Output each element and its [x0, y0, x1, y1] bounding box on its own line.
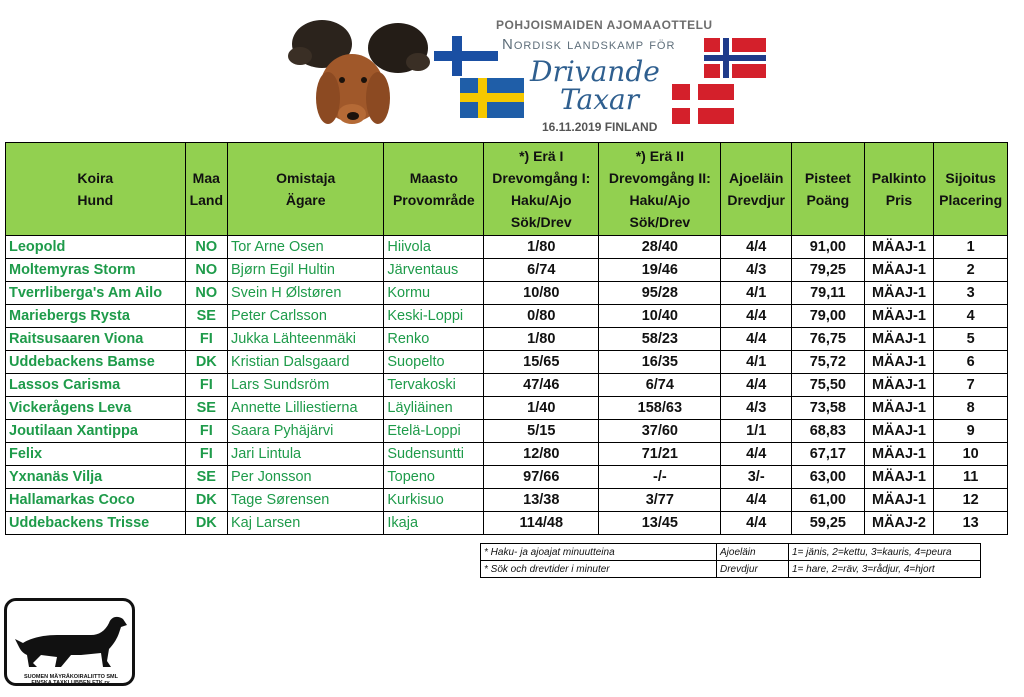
column-header-line: Hund: [77, 192, 114, 208]
event-date: 16.11.2019 FINLAND: [542, 120, 658, 134]
cell-prize: MÄAJ-1: [864, 397, 934, 420]
event-script-line2: Taxar: [560, 83, 640, 116]
cell-area: Tervakoski: [384, 374, 484, 397]
column-header-line: Drevdjur: [727, 192, 785, 208]
cell-points: 79,00: [792, 305, 865, 328]
cell-rank: 10: [934, 443, 1008, 466]
cell-points: 76,75: [792, 328, 865, 351]
cell-points: 63,00: [792, 466, 865, 489]
cell-rank: 9: [934, 420, 1008, 443]
column-header-rank: [934, 143, 1008, 236]
cell-round2: 58/23: [599, 328, 721, 351]
column-header-points: [792, 143, 865, 236]
footnote-label: Drevdjur: [717, 561, 789, 578]
column-header-area: [384, 143, 484, 236]
event-title: POHJOISMAIDEN AJOMAAOTTELU: [496, 18, 713, 32]
cell-prize: MÄAJ-1: [864, 305, 934, 328]
cell-owner: Svein H Ølstøren: [227, 282, 383, 305]
cell-round2: 6/74: [599, 374, 721, 397]
cell-round2: 37/60: [599, 420, 721, 443]
cell-country: NO: [185, 259, 227, 282]
cell-rank: 12: [934, 489, 1008, 512]
column-header-prize: [864, 143, 934, 236]
column-header-round1: [484, 143, 599, 236]
cell-area: Keski-Loppi: [384, 305, 484, 328]
cell-round1: 5/15: [484, 420, 599, 443]
cell-dog: Vickerågens Leva: [6, 397, 186, 420]
cell-dog: Uddebackens Bamse: [6, 351, 186, 374]
column-header-owner: [227, 143, 383, 236]
cell-game: 4/4: [721, 374, 792, 397]
cell-round2: 95/28: [599, 282, 721, 305]
column-header-line: Drevomgång II:: [608, 170, 711, 186]
column-header-line: Haku/Ajo: [510, 192, 572, 208]
table-row: [6, 259, 1008, 282]
cell-game: 4/4: [721, 443, 792, 466]
dachshund-silhouette-icon: [11, 605, 129, 675]
column-header-line: Poäng: [806, 192, 850, 208]
cell-round1: 97/66: [484, 466, 599, 489]
table-row: [6, 305, 1008, 328]
cell-owner: Annette Lilliestierna: [227, 397, 383, 420]
cell-rank: 6: [934, 351, 1008, 374]
cell-points: 61,00: [792, 489, 865, 512]
cell-game: 4/4: [721, 489, 792, 512]
column-header-dog: [6, 143, 186, 236]
cell-game: 4/4: [721, 305, 792, 328]
cell-round1: 15/65: [484, 351, 599, 374]
cell-country: FI: [185, 443, 227, 466]
cell-dog: Felix: [6, 443, 186, 466]
cell-round1: 6/74: [484, 259, 599, 282]
table-row: [6, 397, 1008, 420]
table-row: [6, 351, 1008, 374]
table-row: [6, 512, 1008, 535]
finland-flag-icon: [434, 36, 498, 76]
column-header-line: Pris: [885, 192, 913, 208]
cell-country: NO: [185, 236, 227, 259]
table-row: [6, 466, 1008, 489]
cell-dog: Tverrliberga's Am Ailo: [6, 282, 186, 305]
cell-country: DK: [185, 351, 227, 374]
cell-country: NO: [185, 282, 227, 305]
cell-area: Järventaus: [384, 259, 484, 282]
footnote-label: Ajoeläin: [717, 544, 789, 561]
table-row: [6, 489, 1008, 512]
cell-round1: 13/38: [484, 489, 599, 512]
column-header-line: Koira: [77, 170, 114, 186]
cell-round2: 19/46: [599, 259, 721, 282]
table-header-row: [6, 143, 1008, 236]
column-header-line: Placering: [939, 192, 1003, 208]
footnote-text: * Haku- ja ajoajat minuutteina: [481, 544, 717, 561]
column-header-line: Sök/Drev: [510, 214, 572, 230]
cell-points: 67,17: [792, 443, 865, 466]
results-table: [5, 142, 1008, 535]
cell-round2: 28/40: [599, 236, 721, 259]
cell-country: SE: [185, 397, 227, 420]
cell-points: 73,58: [792, 397, 865, 420]
cell-round1: 0/80: [484, 305, 599, 328]
cell-dog: Joutilaan Xantippa: [6, 420, 186, 443]
table-row: [6, 236, 1008, 259]
cell-prize: MÄAJ-1: [864, 374, 934, 397]
cell-owner: Tage Sørensen: [227, 489, 383, 512]
cell-game: 4/4: [721, 328, 792, 351]
cell-rank: 7: [934, 374, 1008, 397]
footnote-text: * Sök och drevtider i minuter: [481, 561, 717, 578]
table-row: [6, 374, 1008, 397]
cell-prize: MÄAJ-1: [864, 489, 934, 512]
column-header-line: Haku/Ajo: [629, 192, 691, 208]
cell-prize: MÄAJ-1: [864, 420, 934, 443]
logo-line1: SUOMEN MÄYRÄKOIRALIITTO SML: [23, 674, 118, 680]
cell-area: Läyliäinen: [384, 397, 484, 420]
column-header-round2: [599, 143, 721, 236]
dachshund-heads-image: [280, 6, 440, 138]
column-header-line: Omistaja: [276, 170, 336, 186]
cell-round1: 1/80: [484, 328, 599, 351]
cell-rank: 11: [934, 466, 1008, 489]
column-header-line: Maa: [192, 170, 220, 186]
cell-owner: Per Jonsson: [227, 466, 383, 489]
cell-owner: Lars Sundsröm: [227, 374, 383, 397]
logo-text: [21, 674, 121, 686]
column-header-line: Maasto: [409, 170, 458, 186]
cell-round1: 47/46: [484, 374, 599, 397]
cell-round1: 1/40: [484, 397, 599, 420]
event-banner: [280, 6, 780, 138]
cell-round1: 12/80: [484, 443, 599, 466]
table-row: [6, 328, 1008, 351]
cell-owner: Kaj Larsen: [227, 512, 383, 535]
cell-points: 68,83: [792, 420, 865, 443]
cell-area: Renko: [384, 328, 484, 351]
cell-area: Sudensuntti: [384, 443, 484, 466]
cell-area: Kurkisuo: [384, 489, 484, 512]
cell-round1: 1/80: [484, 236, 599, 259]
cell-area: Etelä-Loppi: [384, 420, 484, 443]
sweden-flag-icon: [460, 78, 524, 118]
cell-game: 3/-: [721, 466, 792, 489]
cell-rank: 8: [934, 397, 1008, 420]
cell-rank: 4: [934, 305, 1008, 328]
cell-owner: Bjørn Egil Hultin: [227, 259, 383, 282]
cell-owner: Saara Pyhäjärvi: [227, 420, 383, 443]
footnote-legend: 1= jänis, 2=kettu, 3=kauris, 4=peura: [789, 544, 981, 561]
cell-round2: -/-: [599, 466, 721, 489]
norway-flag-icon: [704, 38, 766, 78]
footnotes-table: [480, 543, 981, 578]
denmark-flag-icon: [672, 84, 734, 124]
cell-owner: Jari Lintula: [227, 443, 383, 466]
cell-rank: 5: [934, 328, 1008, 351]
column-header-country: [185, 143, 227, 236]
column-header-line: *) Erä I: [519, 148, 564, 164]
cell-dog: Uddebackens Trisse: [6, 512, 186, 535]
cell-dog: Moltemyras Storm: [6, 259, 186, 282]
logo-line2: FINSKA TAXKLUBBEN FTK ry.: [31, 680, 111, 686]
cell-country: FI: [185, 420, 227, 443]
cell-round2: 10/40: [599, 305, 721, 328]
cell-round1: 114/48: [484, 512, 599, 535]
table-row: [6, 443, 1008, 466]
cell-dog: Lassos Carisma: [6, 374, 186, 397]
cell-area: Kormu: [384, 282, 484, 305]
column-header-line: Sök/Drev: [629, 214, 691, 230]
cell-points: 75,72: [792, 351, 865, 374]
cell-points: 59,25: [792, 512, 865, 535]
cell-dog: Mariebergs Rysta: [6, 305, 186, 328]
cell-area: Topeno: [384, 466, 484, 489]
column-header-line: Land: [189, 192, 224, 208]
cell-dog: Yxnanäs Vilja: [6, 466, 186, 489]
cell-dog: Leopold: [6, 236, 186, 259]
cell-round2: 3/77: [599, 489, 721, 512]
cell-round2: 71/21: [599, 443, 721, 466]
column-header-line: Palkinto: [871, 170, 927, 186]
column-header-line: Ajoeläin: [728, 170, 784, 186]
cell-owner: Jukka Lähteenmäki: [227, 328, 383, 351]
cell-owner: Kristian Dalsgaard: [227, 351, 383, 374]
event-subtitle: Nordisk landskamp för: [502, 36, 676, 53]
cell-game: 4/3: [721, 397, 792, 420]
cell-game: 4/1: [721, 282, 792, 305]
event-script-line1: Drivande: [530, 55, 660, 88]
cell-game: 4/4: [721, 236, 792, 259]
cell-owner: Peter Carlsson: [227, 305, 383, 328]
cell-points: 75,50: [792, 374, 865, 397]
cell-country: SE: [185, 466, 227, 489]
column-header-line: Ägare: [285, 192, 326, 208]
column-header-line: Provområde: [392, 192, 475, 208]
column-header-line: Pisteet: [804, 170, 851, 186]
cell-country: FI: [185, 328, 227, 351]
cell-rank: 2: [934, 259, 1008, 282]
cell-game: 4/4: [721, 512, 792, 535]
cell-prize: MÄAJ-1: [864, 259, 934, 282]
cell-rank: 3: [934, 282, 1008, 305]
cell-rank: 1: [934, 236, 1008, 259]
cell-game: 4/1: [721, 351, 792, 374]
cell-country: FI: [185, 374, 227, 397]
cell-country: DK: [185, 489, 227, 512]
cell-area: Ikaja: [384, 512, 484, 535]
cell-points: 79,25: [792, 259, 865, 282]
column-header-line: *) Erä II: [635, 148, 684, 164]
cell-prize: MÄAJ-1: [864, 282, 934, 305]
cell-rank: 13: [934, 512, 1008, 535]
cell-game: 4/3: [721, 259, 792, 282]
cell-prize: MÄAJ-1: [864, 443, 934, 466]
cell-prize: MÄAJ-1: [864, 466, 934, 489]
cell-area: Hiivola: [384, 236, 484, 259]
footnote-legend: 1= hare, 2=räv, 3=rådjur, 4=hjort: [789, 561, 981, 578]
cell-prize: MÄAJ-1: [864, 351, 934, 374]
cell-round1: 10/80: [484, 282, 599, 305]
cell-points: 79,11: [792, 282, 865, 305]
cell-owner: Tor Arne Osen: [227, 236, 383, 259]
cell-round2: 13/45: [599, 512, 721, 535]
column-header-line: Sijoitus: [945, 170, 996, 186]
cell-prize: MÄAJ-2: [864, 512, 934, 535]
cell-dog: Hallamarkas Coco: [6, 489, 186, 512]
table-row: [6, 282, 1008, 305]
table-row: [6, 420, 1008, 443]
cell-round2: 158/63: [599, 397, 721, 420]
column-header-line: Drevomgång I:: [492, 170, 591, 186]
cell-area: Suopelto: [384, 351, 484, 374]
club-logo: [4, 598, 135, 686]
cell-prize: MÄAJ-1: [864, 236, 934, 259]
cell-country: SE: [185, 305, 227, 328]
column-header-game: [721, 143, 792, 236]
cell-dog: Raitsusaaren Viona: [6, 328, 186, 351]
footnote-row: [481, 544, 981, 561]
cell-country: DK: [185, 512, 227, 535]
footnote-row: [481, 561, 981, 578]
cell-game: 1/1: [721, 420, 792, 443]
cell-prize: MÄAJ-1: [864, 328, 934, 351]
table-body: [6, 236, 1008, 535]
cell-points: 91,00: [792, 236, 865, 259]
cell-round2: 16/35: [599, 351, 721, 374]
